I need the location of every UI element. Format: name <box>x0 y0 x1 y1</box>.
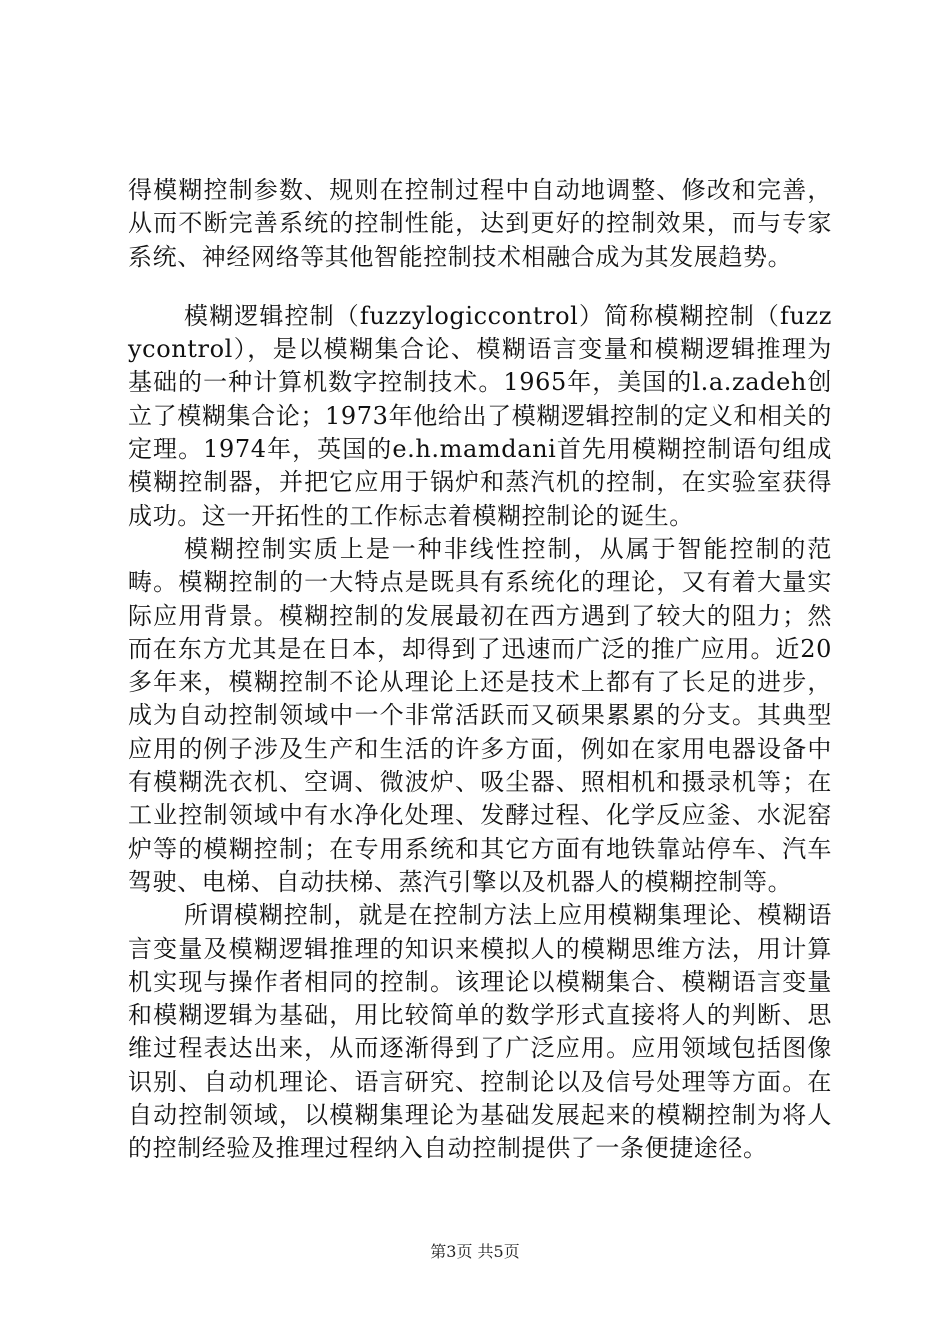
paragraph-fuzzy-control-meaning: 所谓模糊控制，就是在控制方法上应用模糊集理论、模糊语言变量及模糊逻辑推理的知识来模拟人的模糊思维方法，用计算机实现与操作者相同的控制。该理论以模糊集合、模糊语言变量和模糊逻辑为基础，用比较简单的数学形式直接将人的判断、思维过程表达出来，从而逐渐得到了广泛应用。应用领域包括图像识别、自动机理论、语言研究、控制论以及信号处理等方面。在自动控制领域，以模糊集理论为基础发展起来的模糊控制为将人的控制经验及推理过程纳入自动控制提供了一条便捷途径。 <box>128 901 832 1163</box>
document-body <box>128 174 832 1166</box>
paragraph-gap <box>128 274 832 300</box>
paragraph-fuzzy-logic-definition: 模糊逻辑控制（fuzzylogiccontrol）简称模糊控制（fuzzycontrol），是以模糊集合论、模糊语言变量和模糊逻辑推理为基础的一种计算机数字控制技术。1965年，美国的l.a.zadeh创立了模糊集合论；1973年他给出了模糊逻辑控制的定义和相关的定理。1974年，英国的e.h.mamdani首先用模糊控制语句组成模糊控制器，并把它应用于锅炉和蒸汽机的控制，在实验室获得成功。这一开拓性的工作标志着模糊控制论的诞生。 <box>128 301 832 530</box>
paragraph-continuation: 得模糊控制参数、规则在控制过程中自动地调整、修改和完善，从而不断完善系统的控制性能，达到更好的控制效果，而与专家系统、神经网络等其他智能控制技术相融合成为其发展趋势。 <box>128 176 832 271</box>
page-footer: 第3页 共5页 <box>430 1242 520 1261</box>
paragraph-fuzzy-control-nature: 模糊控制实质上是一种非线性控制，从属于智能控制的范畴。模糊控制的一大特点是既具有系统化的理论，又有着大量实际应用背景。模糊控制的发展最初在西方遇到了较大的阻力；然而在东方尤其是在日本，却得到了迅速而广泛的推广应用。近20多年来，模糊控制不论从理论上还是技术上都有了长足的进步，成为自动控制领域中一个非常活跃而又硕果累累的分支。其典型应用的例子涉及生产和生活的许多方面，例如在家用电器设备中有模糊洗衣机、空调、微波炉、吸尘器、照相机和摄录机等；在工业控制领域中有水净化处理、发酵过程、化学反应釜、水泥窑炉等的模糊控制；在专用系统和其它方面有地铁靠站停车、汽车驾驶、电梯、自动扶梯、蒸汽引擎以及机器人的模糊控制等。 <box>128 534 832 896</box>
